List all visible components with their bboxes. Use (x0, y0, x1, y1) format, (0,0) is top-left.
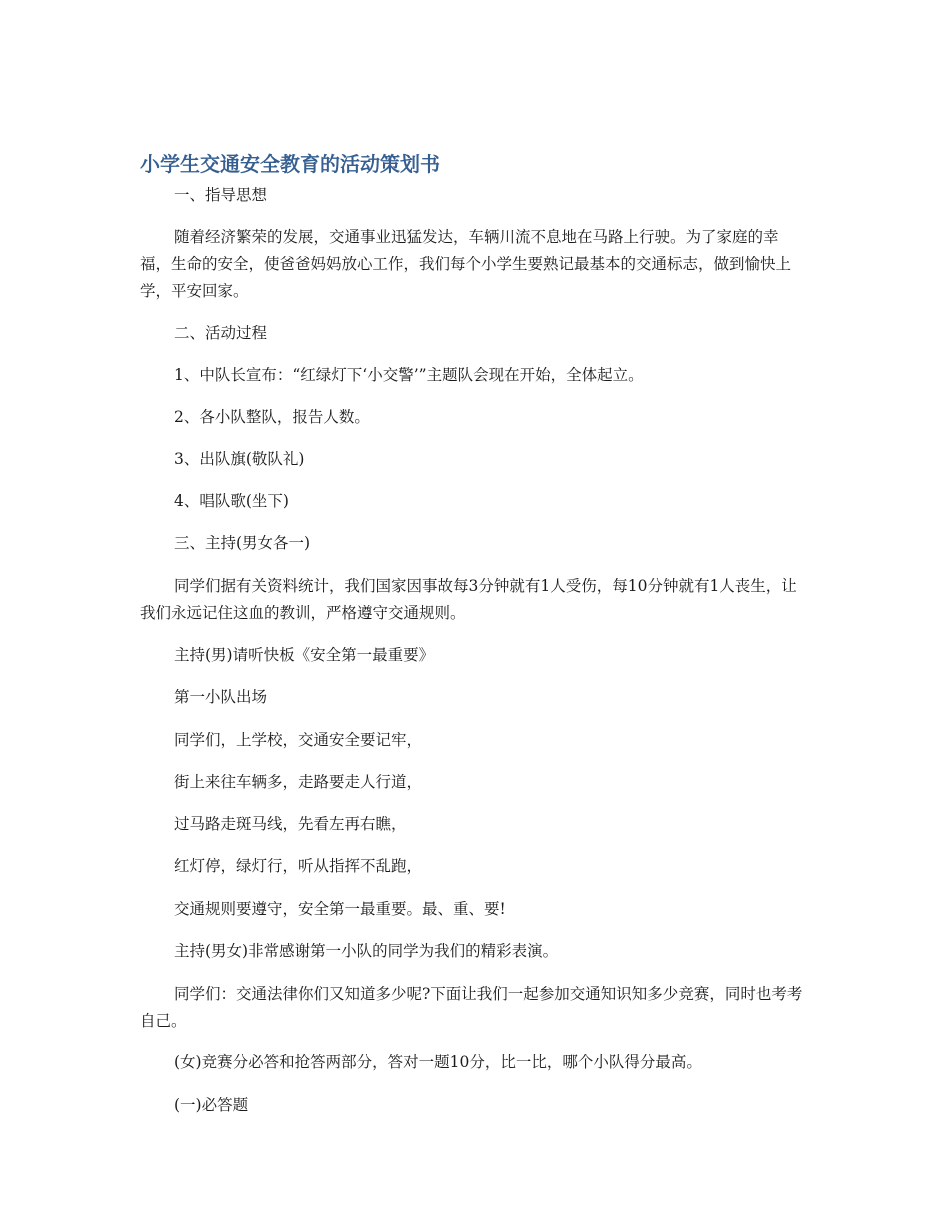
paragraph: 同学们：交通法律你们又知道多少呢?下面让我们一起参加交通知识知多少竞赛，同时也考考自己。 (140, 985, 803, 1030)
paragraph: (女)竞赛分必答和抢答两部分，答对一题10分，比一比，哪个小队得分最高。 (174, 1053, 702, 1071)
paragraph: 随着经济繁荣的发展，交通事业迅猛发达，车辆川流不息地在马路上行驶。为了家庭的幸福，生命的安全，使爸爸妈妈放心工作，我们每个小学生要熟记最基本的交通标志，做到愉快上学，平安回家。 (140, 228, 792, 300)
paragraph: 同学们据有关资料统计，我们国家因事故每3分钟就有1人受伤，每10分钟就有1人丧生，让我们永远记住这血的教训，严格遵守交通规则。 (140, 577, 797, 622)
verse-line: 街上来往车辆多，走路要走人行道， (174, 773, 423, 791)
paragraph: 主持(男女)非常感谢第一小队的同学为我们的精彩表演。 (174, 942, 559, 960)
verse-line: 红灯停，绿灯行，听从指挥不乱跑， (174, 857, 423, 875)
section-heading: 一、指导思想 (174, 186, 268, 204)
paragraph: 第一小队出场 (174, 688, 268, 706)
verse-line: 同学们，上学校，交通安全要记牢， (174, 731, 423, 749)
paragraph: 3、出队旗(敬队礼) (174, 450, 305, 468)
paragraph: 1、中队长宣布：“红绿灯下‘小交警’”主题队会现在开始，全体起立。 (174, 366, 644, 384)
verse-line: 过马路走斑马线，先看左再右瞧， (174, 815, 407, 833)
paragraph: 主持(男)请听快板《安全第一最重要》 (174, 646, 435, 664)
section-heading: 二、活动过程 (174, 324, 268, 342)
document-title: 小学生交通安全教育的活动策划书 (140, 152, 440, 176)
section-heading: 三、主持(男女各一) (174, 534, 311, 552)
paragraph: 4、唱队歌(坐下) (174, 492, 289, 510)
paragraph: (一)必答题 (174, 1096, 249, 1114)
paragraph: 2、各小队整队，报告人数。 (174, 408, 370, 426)
verse-line: 交通规则要遵守，安全第一最重要。最、重、要! (174, 900, 506, 918)
